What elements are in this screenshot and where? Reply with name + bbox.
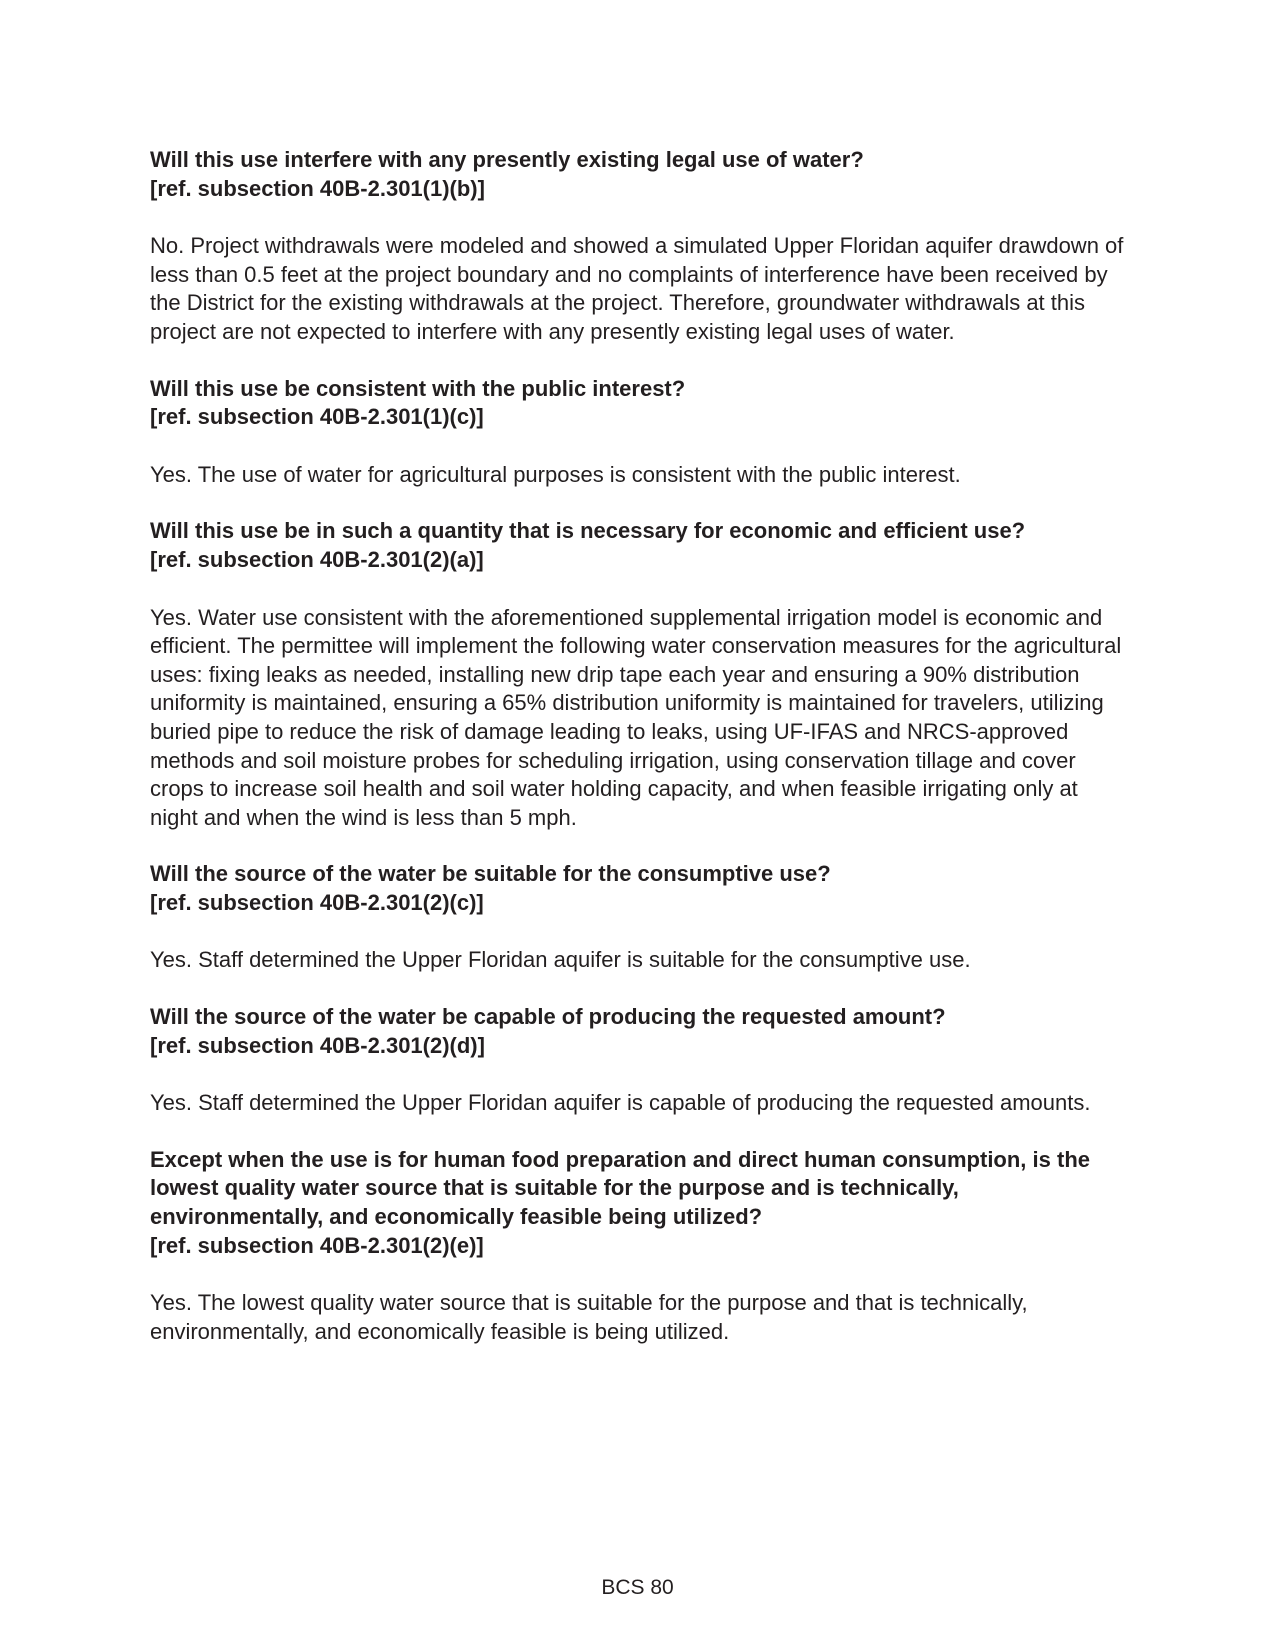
question-reference: [ref. subsection 40B-2.301(2)(d)] <box>150 1032 485 1058</box>
criterion-section <box>150 860 1130 975</box>
page-number: BCS 80 <box>601 1576 674 1599</box>
question-reference: [ref. subsection 40B-2.301(1)(c)] <box>150 404 484 430</box>
criterion-answer: Yes. The lowest quality water source that is suitable for the purpose and that is technically, environmentally, and economically feasible is being utilized. <box>150 1290 1028 1344</box>
criterion-section <box>150 1003 1130 1118</box>
question-text: Will this use interfere with any presently existing legal use of water? <box>150 147 864 172</box>
criterion-answer: Yes. Staff determined the Upper Floridan aquifer is capable of producing the requested amounts. <box>150 1090 1091 1116</box>
criterion-question <box>150 146 1130 203</box>
question-text: Will this use be consistent with the public interest? <box>150 375 686 401</box>
criterion-section <box>150 146 1130 347</box>
document-page <box>150 146 1130 1374</box>
criterion-section <box>150 375 1130 490</box>
criterion-answer: Yes. The use of water for agricultural purposes is consistent with the public interest. <box>150 461 961 487</box>
criterion-question <box>150 1146 1130 1260</box>
question-text: Will the source of the water be suitable for the consumptive use? <box>150 861 831 887</box>
question-text: Except when the use is for human food preparation and direct human consumption, is the lowest quality water source that is suitable for the purpose and is technically, environmentally, and economically feasible being utilized? <box>150 1146 1090 1230</box>
question-reference: [ref. subsection 40B-2.301(1)(b)] <box>150 175 485 201</box>
question-reference: [ref. subsection 40B-2.301(2)(a)] <box>150 546 484 572</box>
criterion-question <box>150 517 1130 574</box>
criterion-question <box>150 375 1130 432</box>
criterion-answer: Yes. Water use consistent with the aforementioned supplemental irrigation model is economic and efficient. The permittee will implement the following water conservation measures for the agricultural uses: fixing leaks as needed, installing new drip tape each year and ensuring a 90% distribution uniformity is maintained, ensuring a 65% distribution uniformity is maintained for travelers, utilizing buried pipe to reduce the risk of damage leading to leaks, using UF-IFAS and NRCS-approved methods and soil moisture probes for scheduling irrigation, using conservation tillage and cover crops to increase soil health and soil water holding capacity, and when feasible irrigating only at night and when the wind is less than 5 mph. <box>150 604 1122 830</box>
criterion-question <box>150 1003 1130 1060</box>
question-reference: [ref. subsection 40B-2.301(2)(c)] <box>150 889 484 915</box>
question-text: Will this use be in such a quantity that is necessary for economic and efficient use? <box>150 518 1026 544</box>
criterion-question <box>150 860 1130 917</box>
criterion-answer: No. Project withdrawals were modeled and showed a simulated Upper Floridan aquifer drawdown of less than 0.5 feet at the project boundary and no complaints of interference have been received by the District for the existing withdrawals at the project. Therefore, groundwater withdrawals at this project are not expected to interfere with any presently existing legal uses of water. <box>150 233 1124 344</box>
question-text: Will the source of the water be capable of producing the requested amount? <box>150 1004 946 1030</box>
criterion-section <box>150 1146 1130 1347</box>
question-reference: [ref. subsection 40B-2.301(2)(e)] <box>150 1232 484 1258</box>
criterion-section <box>150 517 1130 832</box>
criterion-answer: Yes. Staff determined the Upper Floridan aquifer is suitable for the consumptive use. <box>150 947 971 973</box>
